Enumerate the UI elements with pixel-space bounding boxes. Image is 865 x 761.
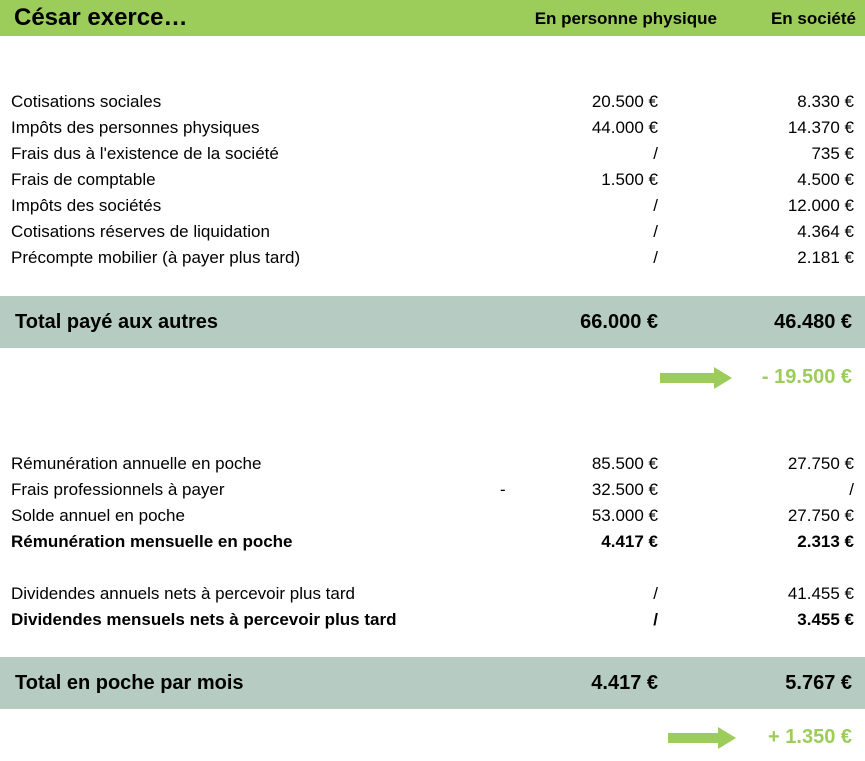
total-personne: 4.417 € — [591, 672, 658, 694]
row-label: Frais professionnels à payer — [11, 480, 225, 499]
row-label: Frais dus à l'existence de la société — [11, 144, 279, 163]
value-societe: / — [849, 480, 854, 499]
value-personne: / — [653, 584, 658, 603]
total-paid-band — [0, 296, 865, 348]
column-header-personne: En personne physique — [534, 9, 717, 28]
row-label: Frais de comptable — [11, 170, 156, 189]
row-label: Cotisations réserves de liquidation — [11, 222, 270, 241]
value-societe: 14.370 € — [787, 118, 854, 137]
arrow-right-icon — [668, 726, 738, 750]
value-societe: 4.364 € — [797, 222, 854, 241]
value-societe: 27.750 € — [787, 454, 854, 473]
table-row — [0, 88, 865, 114]
arrow-right-icon — [660, 366, 734, 390]
value-societe: 3.455 € — [797, 610, 854, 629]
table-row — [0, 502, 865, 528]
value-societe: 41.455 € — [787, 584, 854, 603]
value-personne: / — [653, 222, 658, 241]
row-label: Dividendes mensuels nets à percevoir plus tard — [11, 610, 397, 629]
value-societe: 8.330 € — [797, 92, 854, 111]
table-row — [0, 192, 865, 218]
value-personne: 44.000 € — [591, 118, 658, 137]
total-personne: 66.000 € — [580, 311, 658, 333]
value-societe: 735 € — [811, 144, 854, 163]
row-label: Solde annuel en poche — [11, 506, 185, 525]
row-label: Impôts des sociétés — [11, 196, 162, 215]
column-header-societe: En société — [770, 9, 856, 28]
value-personne: / — [653, 196, 658, 215]
value-personne: / — [653, 610, 658, 629]
value-personne: 32.500 € — [591, 480, 658, 499]
table-row — [0, 450, 865, 476]
row-label: Rémunération mensuelle en poche — [11, 532, 293, 551]
value-societe: 12.000 € — [787, 196, 854, 215]
total-label: Total payé aux autres — [15, 311, 219, 333]
value-societe: 4.500 € — [797, 170, 854, 189]
value-personne: / — [653, 248, 658, 267]
header-bar — [0, 0, 865, 36]
table-row — [0, 528, 865, 554]
value-societe: 2.313 € — [797, 532, 854, 551]
difference-pocket: + 1.350 € — [768, 726, 852, 748]
value-personne: 85.500 € — [591, 454, 658, 473]
total-societe: 5.767 € — [785, 672, 852, 694]
difference-paid: - 19.500 € — [761, 366, 852, 388]
total-label: Total en poche par mois — [15, 672, 244, 694]
value-personne: 4.417 € — [601, 532, 658, 551]
table-row — [0, 140, 865, 166]
table-row — [0, 166, 865, 192]
row-label: Rémunération annuelle en poche — [11, 454, 262, 473]
value-personne: 53.000 € — [591, 506, 658, 525]
value-societe: 2.181 € — [797, 248, 854, 267]
table-row — [0, 580, 865, 606]
value-personne: 1.500 € — [601, 170, 658, 189]
table-row — [0, 114, 865, 140]
row-label: Précompte mobilier (à payer plus tard) — [11, 248, 301, 267]
table-row — [0, 476, 865, 502]
row-label: Impôts des personnes physiques — [11, 118, 260, 137]
value-personne: 20.500 € — [591, 92, 658, 111]
total-societe: 46.480 € — [774, 311, 852, 333]
row-label: Cotisations sociales — [11, 92, 162, 111]
table-row — [0, 606, 865, 632]
value-personne: / — [653, 144, 658, 163]
page-title: César exerce… — [14, 4, 188, 31]
minus-sign: - — [500, 480, 506, 499]
table-row — [0, 218, 865, 244]
total-pocket-band — [0, 657, 865, 709]
table-row — [0, 244, 865, 270]
value-societe: 27.750 € — [787, 506, 854, 525]
row-label: Dividendes annuels nets à percevoir plus tard — [11, 584, 355, 603]
